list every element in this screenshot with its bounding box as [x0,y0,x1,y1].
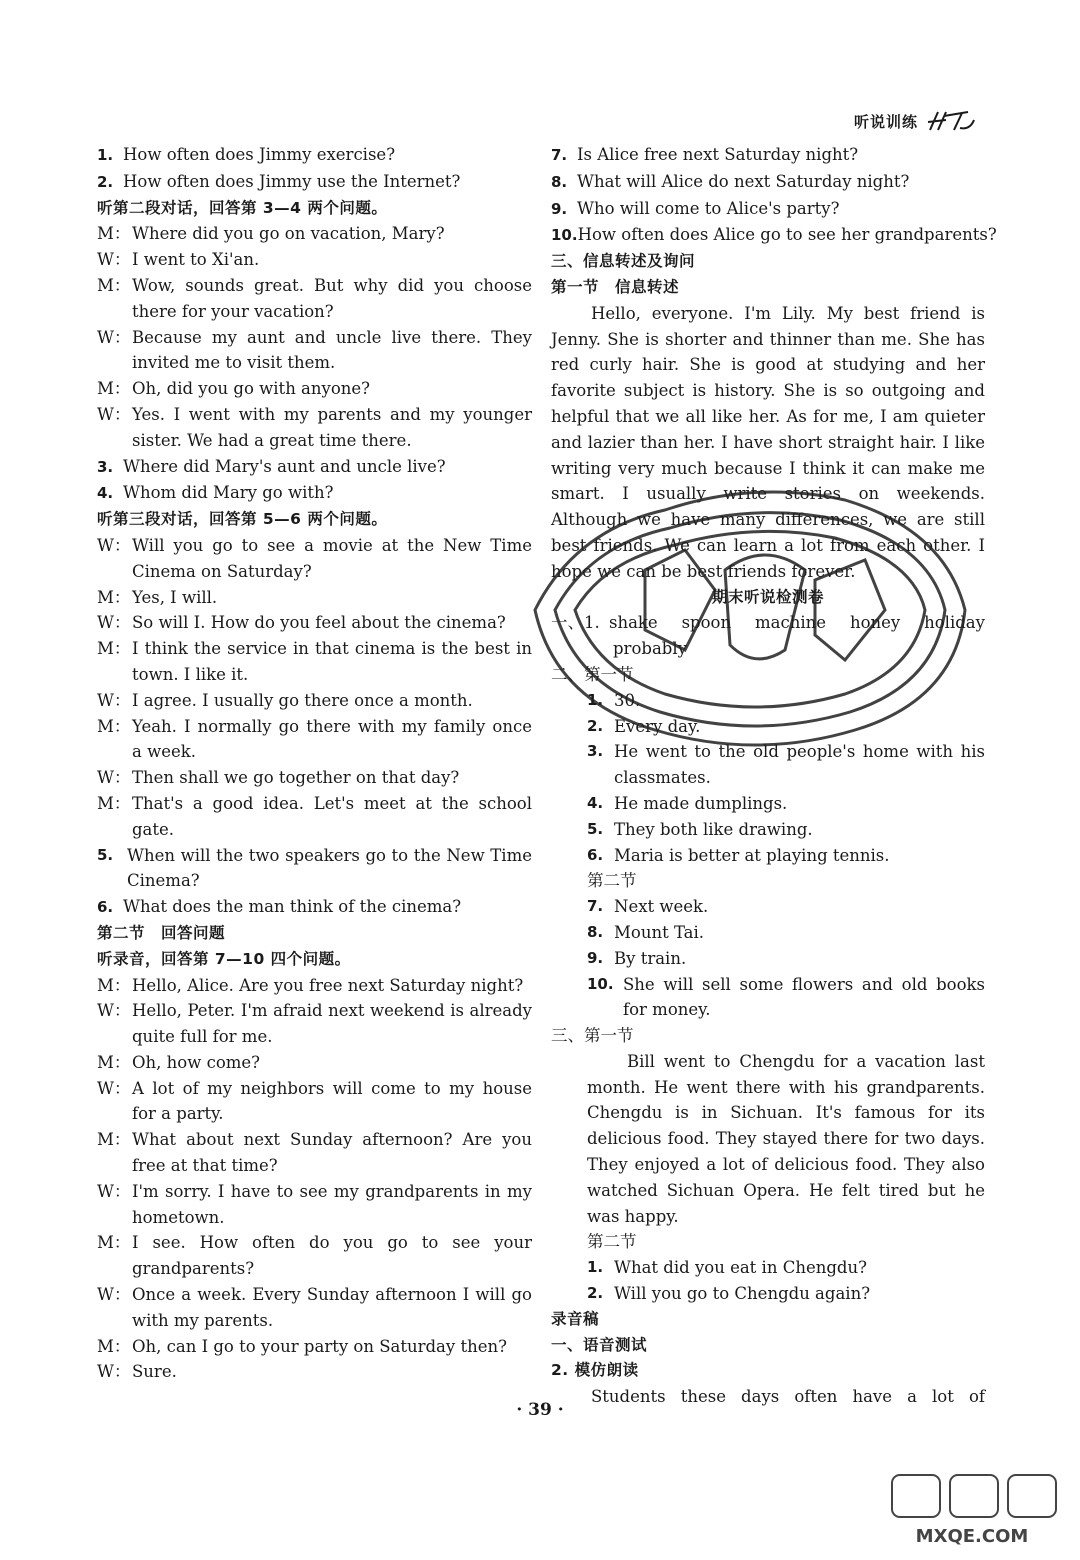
answer-item: 3. He went to the old people's home with his classmates. [587,742,985,788]
answer-item: 4. He made dumplings. [587,793,788,813]
answer-item: 5. They both like drawing. [587,819,813,839]
answer-item: 10. She will sell some flowers and old books for money. [587,974,985,1020]
question-8: 8. What will Alice do next Saturday night? [551,171,910,191]
dialogue-line: M： I see. How often do you go to see your grandparents? [97,1233,532,1279]
vocab-word: spoon [681,613,732,633]
dialogue-line: M： What about next Sunday afternoon? Are you free at that time? [97,1130,532,1176]
question-10: 10.How often does Alice go to see her grandparents? [551,225,997,245]
dialogue-line: M： Yes, I will. [97,587,218,607]
section-heading: 第二节 回答问题 [97,923,226,942]
header-title: 听说训练 [853,112,918,131]
dialogue-line: M： Wow, sounds great. But why did you choose there for your vacation? [97,275,532,321]
section-heading: 录音稿 [551,1309,600,1328]
passage-lily: Hello, everyone. I'm Lily. My best friend is Jenny. She is shorter and thinner than me. She has red curly hair. She is good at studying and her favorite subject is history. She is so outgoing and helpful that we all like her. As for me, I am quieter and lazier than her. I have short straight hair. I like writing very much because I think it can make me smart. I usually write stories on weekends. Although we have many differences, we are still best friends. We can learn a lot from each other. I hope we can be best friends forever. [551,303,985,581]
answer-item: 7. Next week. [587,897,709,917]
answer-item: 9. By train. [587,948,687,968]
dialogue-line: W： I'm sorry. I have to see my grandparents in my hometown. [97,1181,532,1227]
vocab-word: holiday [924,613,985,633]
dialogue-line: W： So will I. How do you feel about the cinema? [97,613,506,633]
section-label: 第二节 [587,871,637,891]
section-heading: 听第三段对话，回答第 5—6 两个问题。 [97,510,388,529]
dialogue-line: M： That's a good idea. Let's meet at the school gate. [97,793,532,839]
vocab-word: probably [613,639,687,659]
passage-bill: Bill went to Chengdu for a vacation last month. He went there with his grandparents. Chengdu is in Sichuan. It's famous for its delicious food. They stayed there for two days. They enjoyed a lot of delicious food. They also watched Sichuan Opera. He felt tired but he was happy. [587,1051,985,1226]
dialogue-line: M： Yeah. I normally go there with my family once a week. [97,716,532,762]
answer-item: 1. 30. [587,690,641,710]
question-1: 1. How often does Jimmy exercise? [97,145,396,164]
dialogue-line: W： Hello, Peter. I'm afraid next weekend is already quite full for me. [97,1001,532,1047]
question-4: 4. Whom did Mary go with? [97,483,334,503]
vocab-word: shake [609,613,658,633]
exam-title: 期末听说检测卷 [711,587,824,606]
answer-item: 8. Mount Tai. [587,922,705,942]
dialogue-line: W： A lot of my neighbors will come to my house for a party. [97,1078,532,1124]
passage-students: Students these days often have a lot of [591,1387,985,1407]
question-6: 6. What does the man think of the cinema? [97,897,462,917]
section-label: 一、1. [551,613,600,633]
answer-item: 2. Will you go to Chengdu again? [587,1284,871,1304]
question-3: 3. Where did Mary's aunt and uncle live? [97,456,446,476]
question-2: 2. How often does Jimmy use the Internet? [97,171,461,191]
dialogue-line: M： I think the service in that cinema is the best in town. I like it. [97,639,532,684]
section-heading: 听录音，回答第 7—10 四个问题。 [97,949,351,968]
question-5: 5. When will the two speakers go to the New Time Cinema? [97,845,532,891]
vocab-word: machine [755,613,827,633]
dialogue-line: W： Will you go to see a movie at the New Time Cinema on Saturday? [97,535,532,581]
section-heading: 2. 模仿朗读 [551,1361,639,1380]
answer-item: 2. Every day. [587,716,701,736]
section-heading: 一、语音测试 [551,1335,648,1354]
dialogue-line: M： Oh, how come? [97,1052,261,1072]
ht-logo-icon [924,108,976,134]
section-heading: 听第二段对话，回答第 3—4 两个问题。 [97,198,388,217]
corner-watermark-icon [872,1470,1072,1550]
section-label: 三、第一节 [551,1026,634,1046]
dialogue-line: W： Once a week. Every Sunday afternoon I will go with my parents. [97,1285,532,1330]
dialogue-line: M： Where did you go on vacation, Mary? [97,224,445,244]
dialogue-line: W： I agree. I usually go there once a month. [97,690,473,710]
dialogue-line: W： Because my aunt and uncle live there. They invited me to visit them. [97,327,532,373]
dialogue-line: W： I went to Xi'an. [97,250,260,270]
left-column [97,142,532,1385]
dialogue-line: M： Oh, can I go to your party on Saturday then? [97,1336,507,1356]
watermark-stamp-icon [515,420,995,800]
answer-item: 1. What did you eat in Chengdu? [587,1258,867,1278]
page-number: · 39 · [516,1400,564,1420]
section-label: 二、第一节 [551,664,634,684]
page-header [854,108,976,134]
section-label: 第二节 [587,1232,637,1252]
dialogue-line: M： Oh, did you go with anyone? [97,379,371,399]
dialogue-line: W： Yes. I went with my parents and my younger sister. We had a great time there. [97,404,532,450]
dialogue-line: W： Sure. [97,1362,177,1382]
section-heading: 三、信息转述及询问 [551,252,696,271]
answer-item: 6. Maria is better at playing tennis. [587,845,890,865]
watermark-domain: MXQE.COM [915,1526,1029,1547]
vocab-word: honey [849,613,901,633]
question-9: 9. Who will come to Alice's party? [551,198,840,218]
dialogue-line: W： Then shall we go together on that day? [97,768,460,788]
question-7: 7. Is Alice free next Saturday night? [551,145,859,164]
section-heading: 第一节 信息转述 [551,277,680,296]
dialogue-line: M： Hello, Alice. Are you free next Saturday night? [97,975,524,995]
